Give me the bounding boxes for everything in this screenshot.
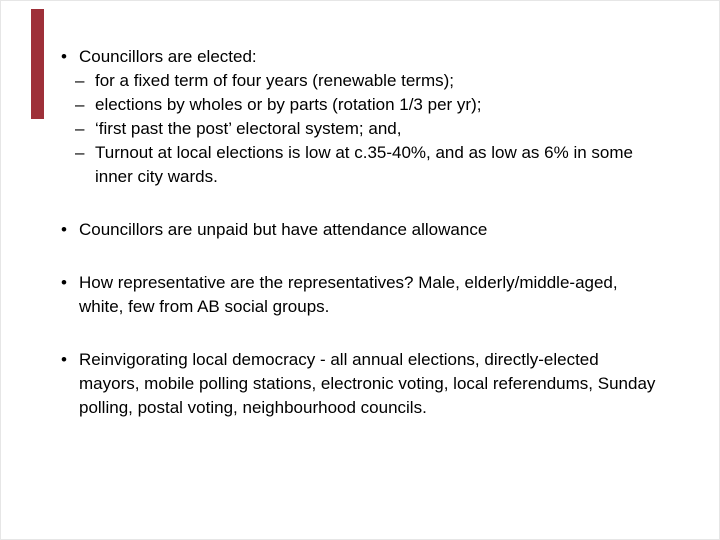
dash-marker: – bbox=[75, 71, 85, 90]
bullet-item-4 bbox=[61, 348, 657, 420]
sub-bullet-item-2 bbox=[75, 93, 657, 117]
bullet-text: How representative are the representatives? Male, elderly/middle-aged, white, few from AB social groups. bbox=[79, 273, 618, 316]
bullet-list bbox=[61, 45, 657, 420]
bullet-item-1 bbox=[61, 45, 657, 189]
bullet-line bbox=[61, 348, 657, 420]
sub-bullet-item-1 bbox=[75, 69, 657, 93]
sub-bullet-line bbox=[75, 69, 657, 93]
bullet-line bbox=[61, 218, 657, 242]
bullet-marker: • bbox=[61, 47, 67, 66]
bullet-line bbox=[61, 271, 657, 319]
bullet-text: Reinvigorating local democracy - all annual elections, directly-elected mayors, mobile polling stations, electronic voting, local referendums, Sunday polling, postal voting, neighbourhood councils. bbox=[79, 350, 656, 417]
accent-bar bbox=[31, 9, 44, 119]
sub-bullet-text: Turnout at local elections is low at c.35-40%, and as low as 6% in some inner city wards. bbox=[95, 143, 633, 186]
dash-marker: – bbox=[75, 119, 85, 138]
sub-bullet-item-4 bbox=[75, 141, 657, 189]
sub-bullet-line bbox=[75, 117, 657, 141]
sub-bullet-line bbox=[75, 141, 657, 189]
bullet-text: Councillors are elected: bbox=[79, 47, 257, 66]
sub-bullet-text: for a fixed term of four years (renewable terms); bbox=[95, 71, 455, 90]
bullet-item-2 bbox=[61, 218, 657, 242]
sub-bullet-text: elections by wholes or by parts (rotation 1/3 per yr); bbox=[95, 95, 482, 114]
sub-bullet-text: ‘first past the post’ electoral system; and, bbox=[95, 119, 402, 138]
bullet-marker: • bbox=[61, 220, 67, 239]
sub-bullet-line bbox=[75, 93, 657, 117]
bullet-marker: • bbox=[61, 350, 67, 369]
dash-marker: – bbox=[75, 143, 85, 162]
sub-bullet-item-3 bbox=[75, 117, 657, 141]
sub-bullet-list bbox=[75, 69, 657, 189]
bullet-item-3 bbox=[61, 271, 657, 319]
bullet-text: Councillors are unpaid but have attendance allowance bbox=[79, 220, 488, 239]
bullet-line bbox=[61, 45, 657, 69]
bullet-marker: • bbox=[61, 273, 67, 292]
slide-body bbox=[61, 45, 657, 449]
dash-marker: – bbox=[75, 95, 85, 114]
